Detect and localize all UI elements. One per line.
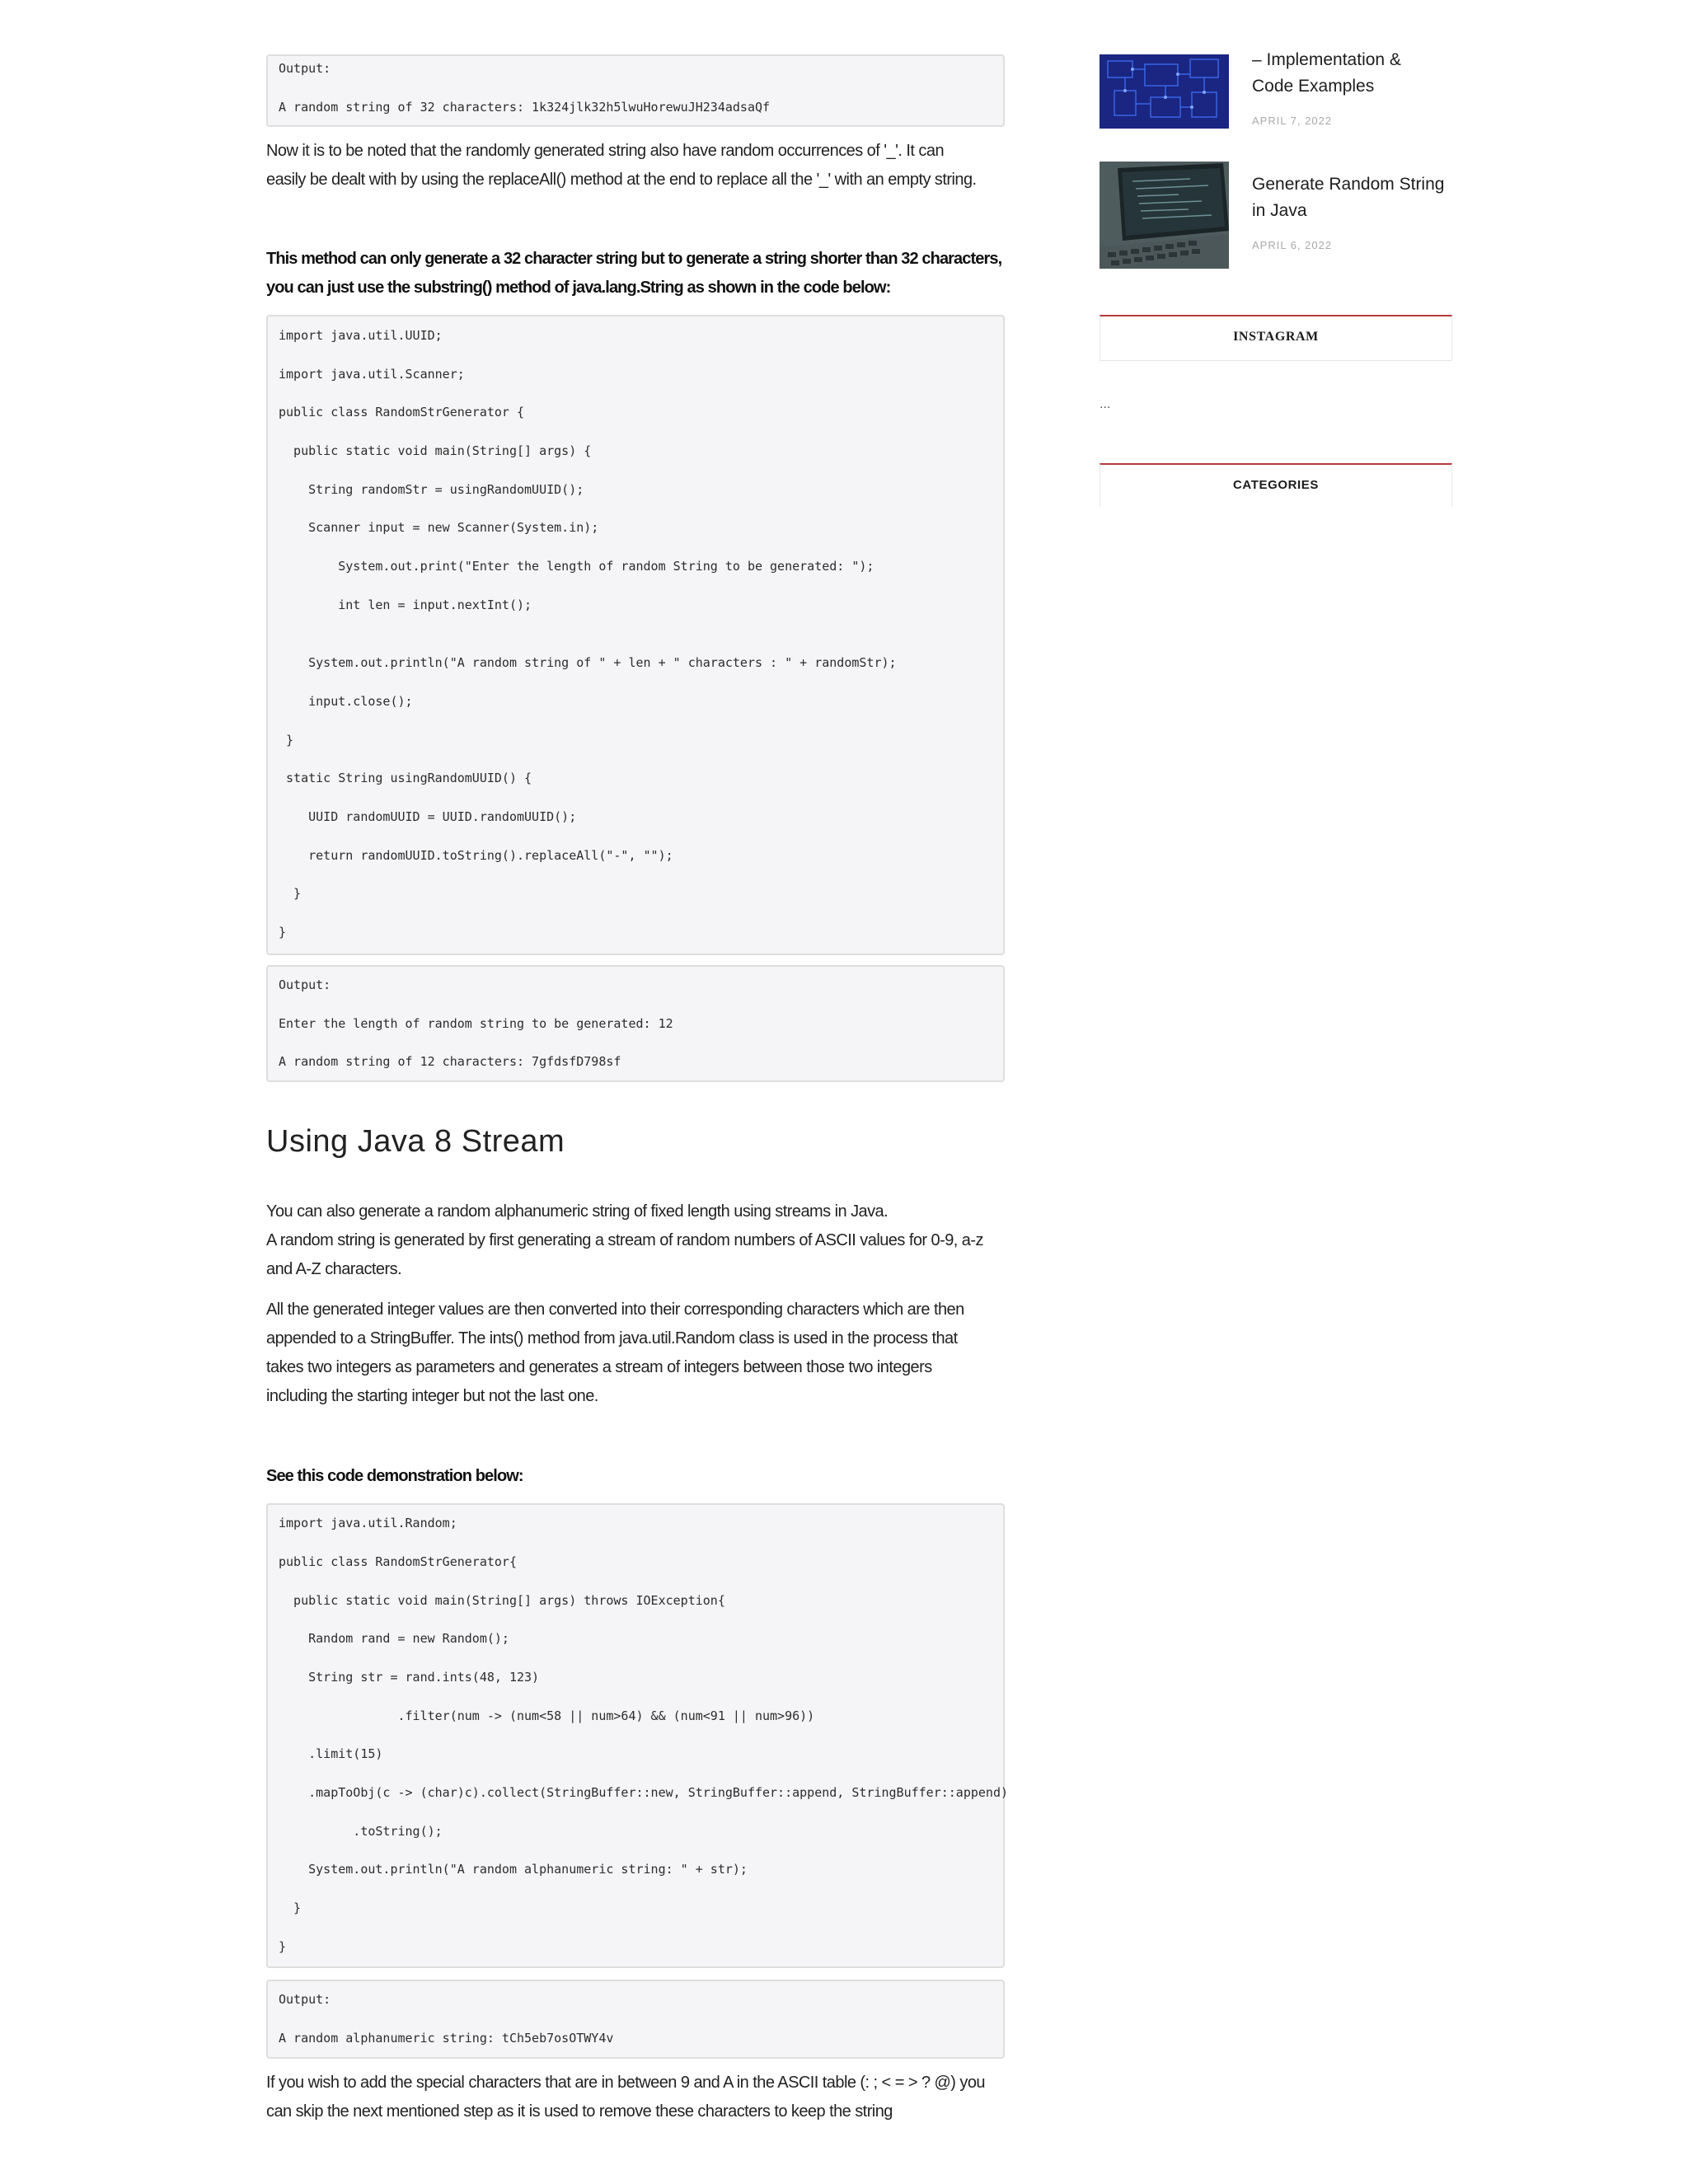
code-line: String str = rand.ints(48, 123) <box>279 1670 540 1685</box>
code-line: public class RandomStrGenerator{ <box>279 1554 517 1569</box>
code-line: } <box>279 925 287 940</box>
code-line: } <box>279 1939 287 1954</box>
paragraph <box>266 137 1006 194</box>
bold-note <box>266 1462 1006 1491</box>
code-line: UUID randomUUID = UUID.randomUUID(); <box>279 809 577 824</box>
code-line: public class RandomStrGenerator { <box>279 405 525 419</box>
post-title[interactable] <box>1252 47 1458 100</box>
paragraph-line: All the generated integer values are then converted into their corresponding characters which are then <box>266 1301 964 1319</box>
post-title-line: in Java <box>1252 201 1307 220</box>
output-line: Enter the length of random string to be generated: 12 <box>279 1016 673 1031</box>
paragraph-line: can skip the next mentioned step as it is used to remove these characters to keep the string <box>266 2102 893 2121</box>
instagram-widget-title <box>1100 315 1452 361</box>
recent-post[interactable] <box>1100 0 1452 132</box>
recent-post[interactable] <box>1100 157 1452 272</box>
post-date: APRIL 7, 2022 <box>1252 115 1333 127</box>
code-line: return randomUUID.toString().replaceAll("-", ""); <box>279 848 673 863</box>
paragraph-line: and A-Z characters. <box>266 1260 402 1278</box>
code-line: Random rand = new Random(); <box>279 1631 509 1646</box>
code-line: public static void main(String[] args) throws IOException{ <box>279 1593 725 1608</box>
post-title[interactable] <box>1252 171 1458 224</box>
paragraph <box>266 2069 1006 2126</box>
output-block <box>266 965 1005 1082</box>
paragraph-line: appended to a StringBuffer. The ints() method from java.util.Random class is used in the process that <box>266 1329 958 1347</box>
code-line: import java.util.Scanner; <box>279 367 465 382</box>
code-line: } <box>279 1900 302 1915</box>
bold-note-line: See this code demonstration below: <box>266 1467 523 1485</box>
laptop-image-icon <box>1100 162 1229 269</box>
post-thumbnail[interactable] <box>1100 54 1229 129</box>
code-line: } <box>279 733 294 748</box>
post-title-line: – Implementation & <box>1252 50 1401 69</box>
code-line: import java.util.Random; <box>279 1516 457 1530</box>
code-line: .limit(15) <box>279 1746 383 1761</box>
circuit-image-icon <box>1100 54 1229 129</box>
code-line: .filter(num -> (num<58 || num>64) && (num<91 || num>96)) <box>279 1708 815 1723</box>
paragraph-line: easily be dealt with by using the replaceAll() method at the end to replace all the '_' with an empty string. <box>266 171 977 189</box>
output-block <box>266 1980 1005 2059</box>
paragraph-line: takes two integers as parameters and generates a stream of integers between those two integers <box>266 1358 932 1376</box>
paragraph <box>266 1296 1006 1411</box>
code-line: import java.util.UUID; <box>279 328 443 343</box>
output-label: Output: <box>279 1992 331 2007</box>
code-line: System.out.println("A random alphanumeric string: " + str); <box>279 1862 748 1877</box>
code-block[interactable] <box>266 1503 1009 1968</box>
code-line: input.close(); <box>279 694 413 709</box>
output-label: Output: <box>279 61 331 76</box>
code-line: .mapToObj(c -> (char)c).collect(StringBuffer::new, StringBuffer::append, StringBuffer::append) <box>279 1785 1009 1800</box>
post-date: APRIL 6, 2022 <box>1252 239 1333 251</box>
output-line: A random string of 32 characters: 1k324jlk32h5lwuHorewuJH234adsaQf <box>279 100 771 115</box>
code-line: int len = input.nextInt(); <box>279 598 532 612</box>
paragraph-line: If you wish to add the special characters that are in between 9 and A in the ASCII table (: ; < = > ? @) you <box>266 2074 986 2092</box>
paragraph <box>266 1197 1006 1284</box>
section-heading: Using Java 8 Stream <box>266 1124 565 1159</box>
code-line: } <box>279 886 302 901</box>
code-block[interactable] <box>266 315 1005 955</box>
code-line: public static void main(String[] args) { <box>279 443 592 458</box>
widget-title: CATEGORIES <box>1232 478 1320 492</box>
post-title-line: Code Examples <box>1252 77 1375 96</box>
paragraph-line: Now it is to be noted that the randomly generated string also have random occurrences of '_'. It can <box>266 142 945 160</box>
code-line: System.out.print("Enter the length of random String to be generated: "); <box>279 559 874 574</box>
output-label: Output: <box>279 977 331 992</box>
output-block <box>266 54 1005 127</box>
bold-note-line: you can just use the substring() method of java.lang.String as shown in the code below: <box>266 279 891 297</box>
paragraph-line: including the starting integer but not the last one. <box>266 1387 598 1405</box>
post-thumbnail[interactable] <box>1100 162 1229 269</box>
bold-note-line: This method can only generate a 32 character string but to generate a string shorter than 32 characters, <box>266 250 1002 268</box>
bold-note <box>266 245 1006 302</box>
output-line: A random alphanumeric string: tCh5eb7osOTWY4v <box>279 2031 614 2046</box>
widget-title: INSTAGRAM <box>1233 330 1319 344</box>
paragraph-line: You can also generate a random alphanumeric string of fixed length using streams in Java. <box>266 1202 889 1221</box>
output-line: A random string of 12 characters: 7gfdsfD798sf <box>279 1054 621 1069</box>
code-line: static String usingRandomUUID() { <box>279 771 532 785</box>
code-line: System.out.println("A random string of " + len + " characters : " + randomStr); <box>279 655 897 670</box>
code-line: .toString(); <box>279 1824 443 1839</box>
code-line: String randomStr = usingRandomUUID(); <box>279 482 584 497</box>
code-line: Scanner input = new Scanner(System.in); <box>279 520 599 535</box>
instagram-placeholder: ... <box>1100 397 1111 411</box>
paragraph-line: A random string is generated by first generating a stream of random numbers of ASCII values for 0-9, a-z <box>266 1231 983 1249</box>
categories-widget-title <box>1100 463 1452 506</box>
post-title-line: Generate Random String <box>1252 175 1445 194</box>
